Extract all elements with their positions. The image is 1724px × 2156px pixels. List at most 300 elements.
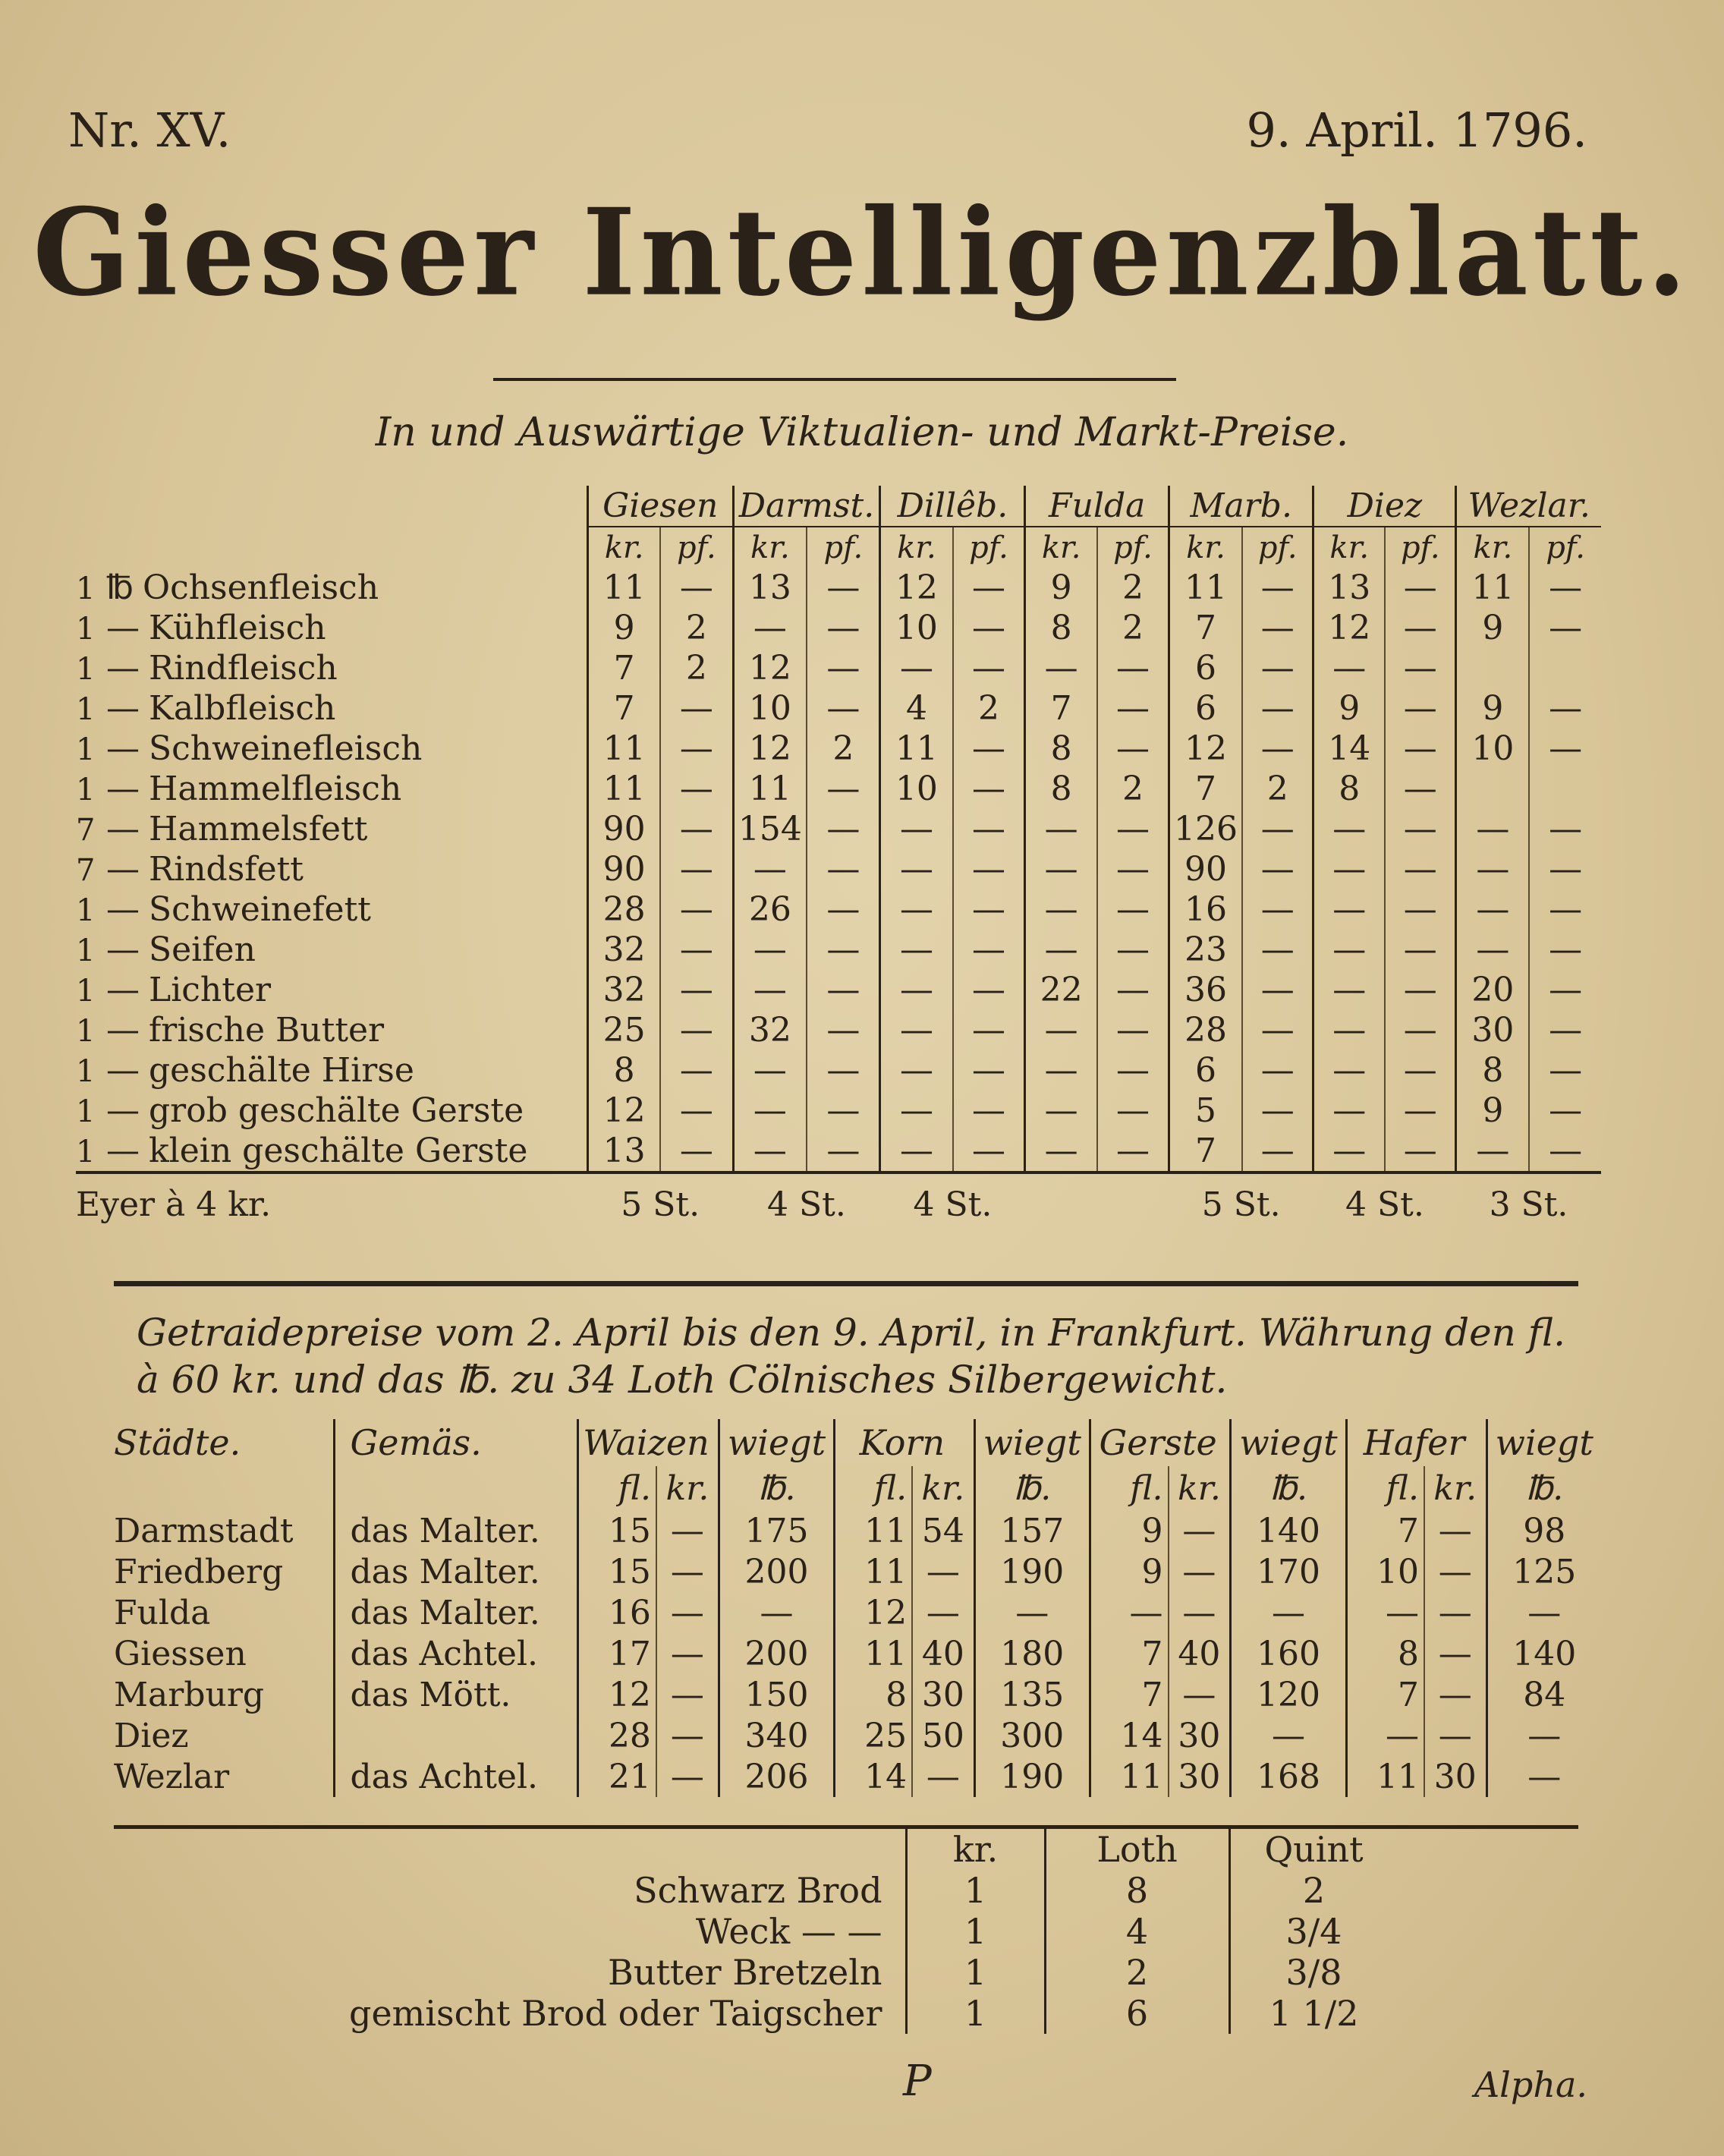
price-cell: —	[1385, 648, 1456, 688]
price-cell: —	[1385, 809, 1456, 849]
bread-corner	[349, 1829, 906, 1870]
price-cell: —	[880, 889, 953, 930]
bread-value: 1	[906, 1870, 1045, 1911]
price-cell: 5	[1169, 1091, 1243, 1131]
item-unit: —	[106, 810, 140, 848]
market-price-table	[76, 486, 1601, 1227]
city-name: Darmstadt	[114, 1511, 294, 1550]
price-cell: 32	[587, 930, 660, 970]
price-cell: 7	[1169, 769, 1243, 809]
grain-value: —	[974, 1592, 1090, 1633]
item-qty: 1	[76, 893, 96, 928]
bread-name: Schwarz Brod	[634, 1870, 882, 1911]
header-gemas: Gemäs.	[334, 1419, 578, 1466]
price-cell: 8	[1025, 769, 1097, 809]
price-cell: —	[953, 889, 1025, 930]
bread-value: 2	[1045, 1952, 1229, 1993]
item-cell	[76, 568, 587, 608]
grain-value: —	[1346, 1592, 1424, 1633]
price-cell: 2	[1097, 568, 1169, 608]
price-cell: 7	[1169, 608, 1243, 648]
price-cell: 8	[1025, 608, 1097, 648]
price-cell: 26	[733, 889, 807, 930]
price-cell: 9	[587, 608, 660, 648]
grain-value: 125	[1486, 1551, 1601, 1592]
grain-value: —	[912, 1756, 974, 1797]
price-cell: —	[1097, 809, 1169, 849]
grain-value: —	[656, 1715, 719, 1756]
price-cell: 90	[587, 809, 660, 849]
item-name: Hammelsfett	[149, 810, 368, 848]
measure: das Achtel.	[334, 1756, 578, 1797]
price-cell: —	[807, 568, 880, 608]
eggs-label: Eyer à 4 kr.	[76, 1172, 587, 1227]
sub-kr: kr.	[912, 1466, 974, 1510]
grain-value: 30	[1424, 1756, 1486, 1797]
price-cell: 10	[880, 769, 953, 809]
price-cell: 10	[733, 688, 807, 729]
item-unit: —	[106, 930, 140, 969]
grain-value: —	[656, 1633, 719, 1674]
grain-value: 11	[835, 1551, 912, 1592]
grain-value: 9	[1090, 1510, 1168, 1551]
price-cell: 7	[1169, 1131, 1243, 1172]
header-korn: Korn	[835, 1419, 974, 1466]
grain-value: —	[1486, 1592, 1601, 1633]
item-name: Kalbfleisch	[149, 689, 336, 728]
item-unit: —	[106, 689, 140, 728]
measure: das Malter.	[334, 1510, 578, 1551]
grain-value: 12	[578, 1674, 656, 1715]
price-cell: 90	[1169, 849, 1243, 889]
bread-row	[349, 1911, 1398, 1952]
price-cell: —	[1529, 688, 1601, 729]
price-cell: —	[1385, 1050, 1456, 1091]
price-cell: —	[807, 1131, 880, 1172]
price-cell: 28	[587, 889, 660, 930]
city-header: Diez	[1313, 486, 1456, 527]
grain-value: 11	[1346, 1756, 1424, 1797]
city-name: Wezlar	[114, 1757, 230, 1796]
price-cell: 13	[733, 568, 807, 608]
price-cell: 32	[587, 970, 660, 1010]
price-cell: —	[807, 608, 880, 648]
price-cell: —	[953, 809, 1025, 849]
price-cell: —	[953, 1050, 1025, 1091]
item-qty: 1	[76, 1014, 96, 1049]
price-cell: —	[1529, 930, 1601, 970]
sub-fl: fl.	[1346, 1466, 1424, 1510]
price-cell: —	[1529, 729, 1601, 769]
grain-value: 30	[1169, 1756, 1231, 1797]
price-cell: —	[880, 1131, 953, 1172]
grain-value: —	[1090, 1592, 1168, 1633]
measure: das Mött.	[334, 1674, 578, 1715]
item-qty: 1	[76, 1054, 96, 1089]
market-row	[76, 849, 1601, 889]
price-cell	[1456, 769, 1529, 809]
price-cell: 14	[1313, 729, 1385, 769]
bread-value: 3/4	[1229, 1911, 1398, 1952]
price-cell: 2	[660, 648, 733, 688]
price-cell: —	[1385, 688, 1456, 729]
price-cell: —	[1025, 1010, 1097, 1050]
price-cell: —	[1242, 648, 1313, 688]
price-cell: —	[880, 648, 953, 688]
price-cell: 11	[880, 729, 953, 769]
price-cell: 2	[660, 608, 733, 648]
item-name: geschälte Hirse	[149, 1051, 414, 1090]
price-cell: —	[1385, 930, 1456, 970]
item-qty: 1	[76, 612, 96, 647]
item-cell	[76, 1091, 587, 1131]
price-cell: —	[1529, 1091, 1601, 1131]
item-unit: —	[106, 1091, 140, 1130]
price-cell: —	[1313, 1131, 1385, 1172]
grain-value: —	[1424, 1510, 1486, 1551]
grain-value: 120	[1231, 1674, 1346, 1715]
price-cell: —	[1242, 930, 1313, 970]
grain-value: 150	[719, 1674, 834, 1715]
price-cell: —	[1313, 970, 1385, 1010]
price-cell: —	[1242, 729, 1313, 769]
header-hafer: Hafer	[1346, 1419, 1486, 1466]
bread-value: 1	[906, 1911, 1045, 1952]
header-wiegt: wiegt	[719, 1419, 834, 1466]
price-cell: —	[807, 648, 880, 688]
grain-price-table	[114, 1419, 1601, 1797]
eggs-count: 5 St.	[1169, 1172, 1313, 1227]
item-cell	[76, 930, 587, 970]
bread-row	[349, 1870, 1398, 1911]
price-cell: —	[1025, 809, 1097, 849]
market-corner	[76, 486, 587, 527]
grain-value: 9	[1090, 1551, 1168, 1592]
price-cell: —	[1025, 1131, 1097, 1172]
price-cell: —	[1385, 769, 1456, 809]
price-cell: 12	[1313, 608, 1385, 648]
title-rule	[493, 378, 1176, 381]
price-cell: 8	[1025, 729, 1097, 769]
market-row	[76, 1010, 1601, 1050]
grain-value: 140	[1231, 1510, 1346, 1551]
grain-row	[114, 1551, 1601, 1592]
price-cell: 22	[1025, 970, 1097, 1010]
price-cell: 2	[1242, 769, 1313, 809]
price-cell: —	[1529, 849, 1601, 889]
grain-value: 12	[835, 1592, 912, 1633]
grain-value: 15	[578, 1510, 656, 1551]
price-cell: 32	[733, 1010, 807, 1050]
sub-fl: fl.	[1090, 1466, 1168, 1510]
price-cell: —	[733, 1131, 807, 1172]
grain-value: 175	[719, 1510, 834, 1551]
item-unit: —	[106, 1132, 140, 1170]
price-cell: —	[660, 849, 733, 889]
bread-value: 6	[1045, 1993, 1229, 2034]
section-subtitle: In und Auswärtige Viktualien- und Markt-Preise.	[375, 410, 1349, 455]
grain-value: —	[719, 1592, 834, 1633]
price-cell: 8	[587, 1050, 660, 1091]
grain-row	[114, 1756, 1601, 1797]
price-cell: —	[807, 889, 880, 930]
city-name: Marburg	[114, 1675, 265, 1714]
price-cell: —	[807, 1091, 880, 1131]
sub-kr: kr.	[656, 1466, 719, 1510]
grain-value: —	[1424, 1715, 1486, 1756]
sub-kr: kr.	[1169, 1466, 1231, 1510]
issue-date: 9. April. 1796.	[1246, 102, 1587, 158]
grain-value: —	[1231, 1592, 1346, 1633]
price-cell: —	[1025, 930, 1097, 970]
city-name: Friedberg	[114, 1552, 284, 1591]
grain-value: 168	[1231, 1756, 1346, 1797]
item-cell	[76, 769, 587, 809]
price-cell: —	[807, 1050, 880, 1091]
price-cell: —	[880, 1050, 953, 1091]
grain-row	[114, 1633, 1601, 1674]
grain-value: 206	[719, 1756, 834, 1797]
issue-number: Nr. XV.	[68, 102, 231, 158]
market-row	[76, 1091, 1601, 1131]
grain-value: —	[912, 1592, 974, 1633]
price-cell: —	[880, 849, 953, 889]
city-name: Diez	[114, 1716, 189, 1755]
price-cell: 126	[1169, 809, 1243, 849]
grain-value: 21	[578, 1756, 656, 1797]
item-unit: —	[106, 1011, 140, 1050]
bread-value: 3/8	[1229, 1952, 1398, 1993]
price-cell: —	[1385, 1091, 1456, 1131]
eggs-count: 5 St.	[587, 1172, 733, 1227]
grain-value: —	[912, 1551, 974, 1592]
grain-value: 11	[835, 1633, 912, 1674]
price-cell: —	[1313, 1010, 1385, 1050]
price-cell: —	[953, 608, 1025, 648]
item-name: Lichter	[149, 971, 272, 1009]
grain-value: 200	[719, 1633, 834, 1674]
price-cell: 12	[587, 1091, 660, 1131]
price-cell: —	[953, 970, 1025, 1010]
bread-weight-table	[349, 1829, 1398, 2034]
sub-kr: kr.	[1424, 1466, 1486, 1510]
price-cell: 16	[1169, 889, 1243, 930]
grain-value: —	[656, 1756, 719, 1797]
item-unit: —	[106, 850, 140, 889]
grain-value: 11	[1090, 1756, 1168, 1797]
price-cell: —	[1313, 648, 1385, 688]
price-cell: —	[660, 930, 733, 970]
grain-value: —	[1486, 1756, 1601, 1797]
market-row	[76, 648, 1601, 688]
item-name: Schweinefett	[149, 890, 371, 929]
item-name: Seifen	[149, 930, 256, 969]
price-cell: —	[1385, 608, 1456, 648]
city-name: Fulda	[114, 1593, 211, 1632]
price-cell: —	[1097, 1050, 1169, 1091]
item-qty: 1	[76, 974, 96, 1009]
grain-value: —	[1486, 1715, 1601, 1756]
grain-value: 11	[835, 1510, 912, 1551]
unit-pf: pf.	[1242, 527, 1313, 568]
price-cell: 90	[587, 849, 660, 889]
price-cell: 20	[1456, 970, 1529, 1010]
price-cell: 154	[733, 809, 807, 849]
grain-value: —	[656, 1510, 719, 1551]
price-cell: —	[880, 1091, 953, 1131]
price-cell: —	[880, 1010, 953, 1050]
grain-row	[114, 1510, 1601, 1551]
price-cell: —	[880, 809, 953, 849]
grain-value: 300	[974, 1715, 1090, 1756]
bread-value: 4	[1045, 1911, 1229, 1952]
grain-value: —	[1424, 1674, 1486, 1715]
price-cell: 7	[587, 648, 660, 688]
grain-value: —	[1424, 1592, 1486, 1633]
grain-value: 16	[578, 1592, 656, 1633]
price-cell: 12	[880, 568, 953, 608]
unit-pf: pf.	[660, 527, 733, 568]
item-qty: 1	[76, 1135, 96, 1169]
price-cell: 10	[1456, 729, 1529, 769]
price-cell: —	[1313, 1091, 1385, 1131]
grain-heading: Getraidepreise vom 2. April bis den 9. April, in Frankfurt. Währung den fl. à 60 kr. und das ℔. zu 34 Loth Cölnisches Silbergewicht.	[137, 1311, 1566, 1402]
price-cell: —	[660, 1091, 733, 1131]
grain-value: —	[656, 1551, 719, 1592]
market-row	[76, 568, 1601, 608]
price-cell: —	[1097, 688, 1169, 729]
price-cell: —	[1529, 1131, 1601, 1172]
item-unit: —	[106, 609, 140, 647]
grain-row	[114, 1592, 1601, 1633]
price-cell: 28	[1169, 1010, 1243, 1050]
bread-name: gemischt Brod oder Taigscher	[349, 1993, 882, 2034]
price-cell: 8	[1313, 769, 1385, 809]
price-cell: —	[1242, 1050, 1313, 1091]
grain-value: —	[1169, 1592, 1231, 1633]
city-header: Marb.	[1169, 486, 1313, 527]
price-cell: 7	[1025, 688, 1097, 729]
price-cell: —	[733, 1050, 807, 1091]
grain-value: 170	[1231, 1551, 1346, 1592]
city-header: Dillêb.	[880, 486, 1025, 527]
bread-row	[349, 1952, 1398, 1993]
item-qty: 1	[76, 652, 96, 687]
eggs-count: 4 St.	[880, 1172, 1025, 1227]
price-cell: —	[1529, 889, 1601, 930]
measure: das Malter.	[334, 1592, 578, 1633]
item-cell	[76, 889, 587, 930]
grain-subheader	[114, 1466, 1601, 1510]
eggs-count: 4 St.	[1313, 1172, 1456, 1227]
price-cell: 13	[587, 1131, 660, 1172]
item-name: Hammelfleisch	[149, 770, 402, 808]
market-row	[76, 1131, 1601, 1172]
price-cell: —	[880, 970, 953, 1010]
item-name: grob geschälte Gerste	[149, 1091, 524, 1130]
price-cell: —	[807, 688, 880, 729]
market-row	[76, 688, 1601, 729]
item-name: klein geschälte Gerste	[149, 1132, 528, 1170]
price-cell: 6	[1169, 1050, 1243, 1091]
bread-row	[349, 1993, 1398, 2034]
price-cell: —	[953, 648, 1025, 688]
eggs-row	[76, 1172, 1601, 1227]
sub-lb: ℔.	[1486, 1466, 1601, 1510]
item-qty: 1	[76, 571, 96, 606]
price-cell: —	[1242, 1091, 1313, 1131]
grain-value: 7	[1090, 1633, 1168, 1674]
price-cell: —	[1097, 729, 1169, 769]
eggs-count: 3 St.	[1456, 1172, 1601, 1227]
market-row	[76, 930, 1601, 970]
item-name: Ochsenfleisch	[143, 568, 379, 607]
unit-pf: pf.	[1097, 527, 1169, 568]
grain-value: —	[1169, 1510, 1231, 1551]
price-cell: —	[953, 849, 1025, 889]
price-cell: 9	[1025, 568, 1097, 608]
price-cell: —	[1242, 889, 1313, 930]
price-cell: —	[1242, 568, 1313, 608]
price-cell: —	[1385, 889, 1456, 930]
price-cell	[1529, 769, 1601, 809]
price-cell: —	[1025, 849, 1097, 889]
price-cell: —	[1385, 849, 1456, 889]
grain-value: 40	[912, 1633, 974, 1674]
price-cell: —	[660, 1010, 733, 1050]
item-unit: —	[106, 770, 140, 808]
price-cell: —	[1242, 688, 1313, 729]
grain-value: —	[656, 1674, 719, 1715]
price-cell: 10	[880, 608, 953, 648]
item-cell	[76, 970, 587, 1010]
price-cell: 9	[1456, 688, 1529, 729]
bread-value: 2	[1229, 1870, 1398, 1911]
sub-lb: ℔.	[1231, 1466, 1346, 1510]
price-cell: —	[807, 769, 880, 809]
item-unit: —	[106, 729, 140, 768]
price-cell: —	[660, 1131, 733, 1172]
price-cell: —	[807, 1010, 880, 1050]
price-cell: —	[660, 729, 733, 769]
grain-value: 14	[1090, 1715, 1168, 1756]
grain-value: —	[656, 1592, 719, 1633]
item-cell	[76, 849, 587, 889]
item-cell	[76, 1010, 587, 1050]
price-cell: —	[1313, 1050, 1385, 1091]
market-row	[76, 809, 1601, 849]
price-cell: —	[807, 930, 880, 970]
item-name: Rindfleisch	[149, 649, 338, 688]
price-cell: 7	[587, 688, 660, 729]
price-cell: —	[1385, 1131, 1456, 1172]
grain-value: 15	[578, 1551, 656, 1592]
price-cell: —	[1456, 930, 1529, 970]
price-cell: —	[1385, 729, 1456, 769]
price-cell: —	[733, 1091, 807, 1131]
grain-value: 8	[835, 1674, 912, 1715]
item-cell	[76, 608, 587, 648]
unit-kr: kr.	[587, 527, 660, 568]
grain-value: —	[1169, 1551, 1231, 1592]
market-row	[76, 889, 1601, 930]
item-qty: 7	[76, 853, 96, 888]
item-cell	[76, 688, 587, 729]
grain-value: 40	[1169, 1633, 1231, 1674]
price-cell: —	[1025, 889, 1097, 930]
price-cell: —	[1097, 930, 1169, 970]
measure: das Achtel.	[334, 1633, 578, 1674]
